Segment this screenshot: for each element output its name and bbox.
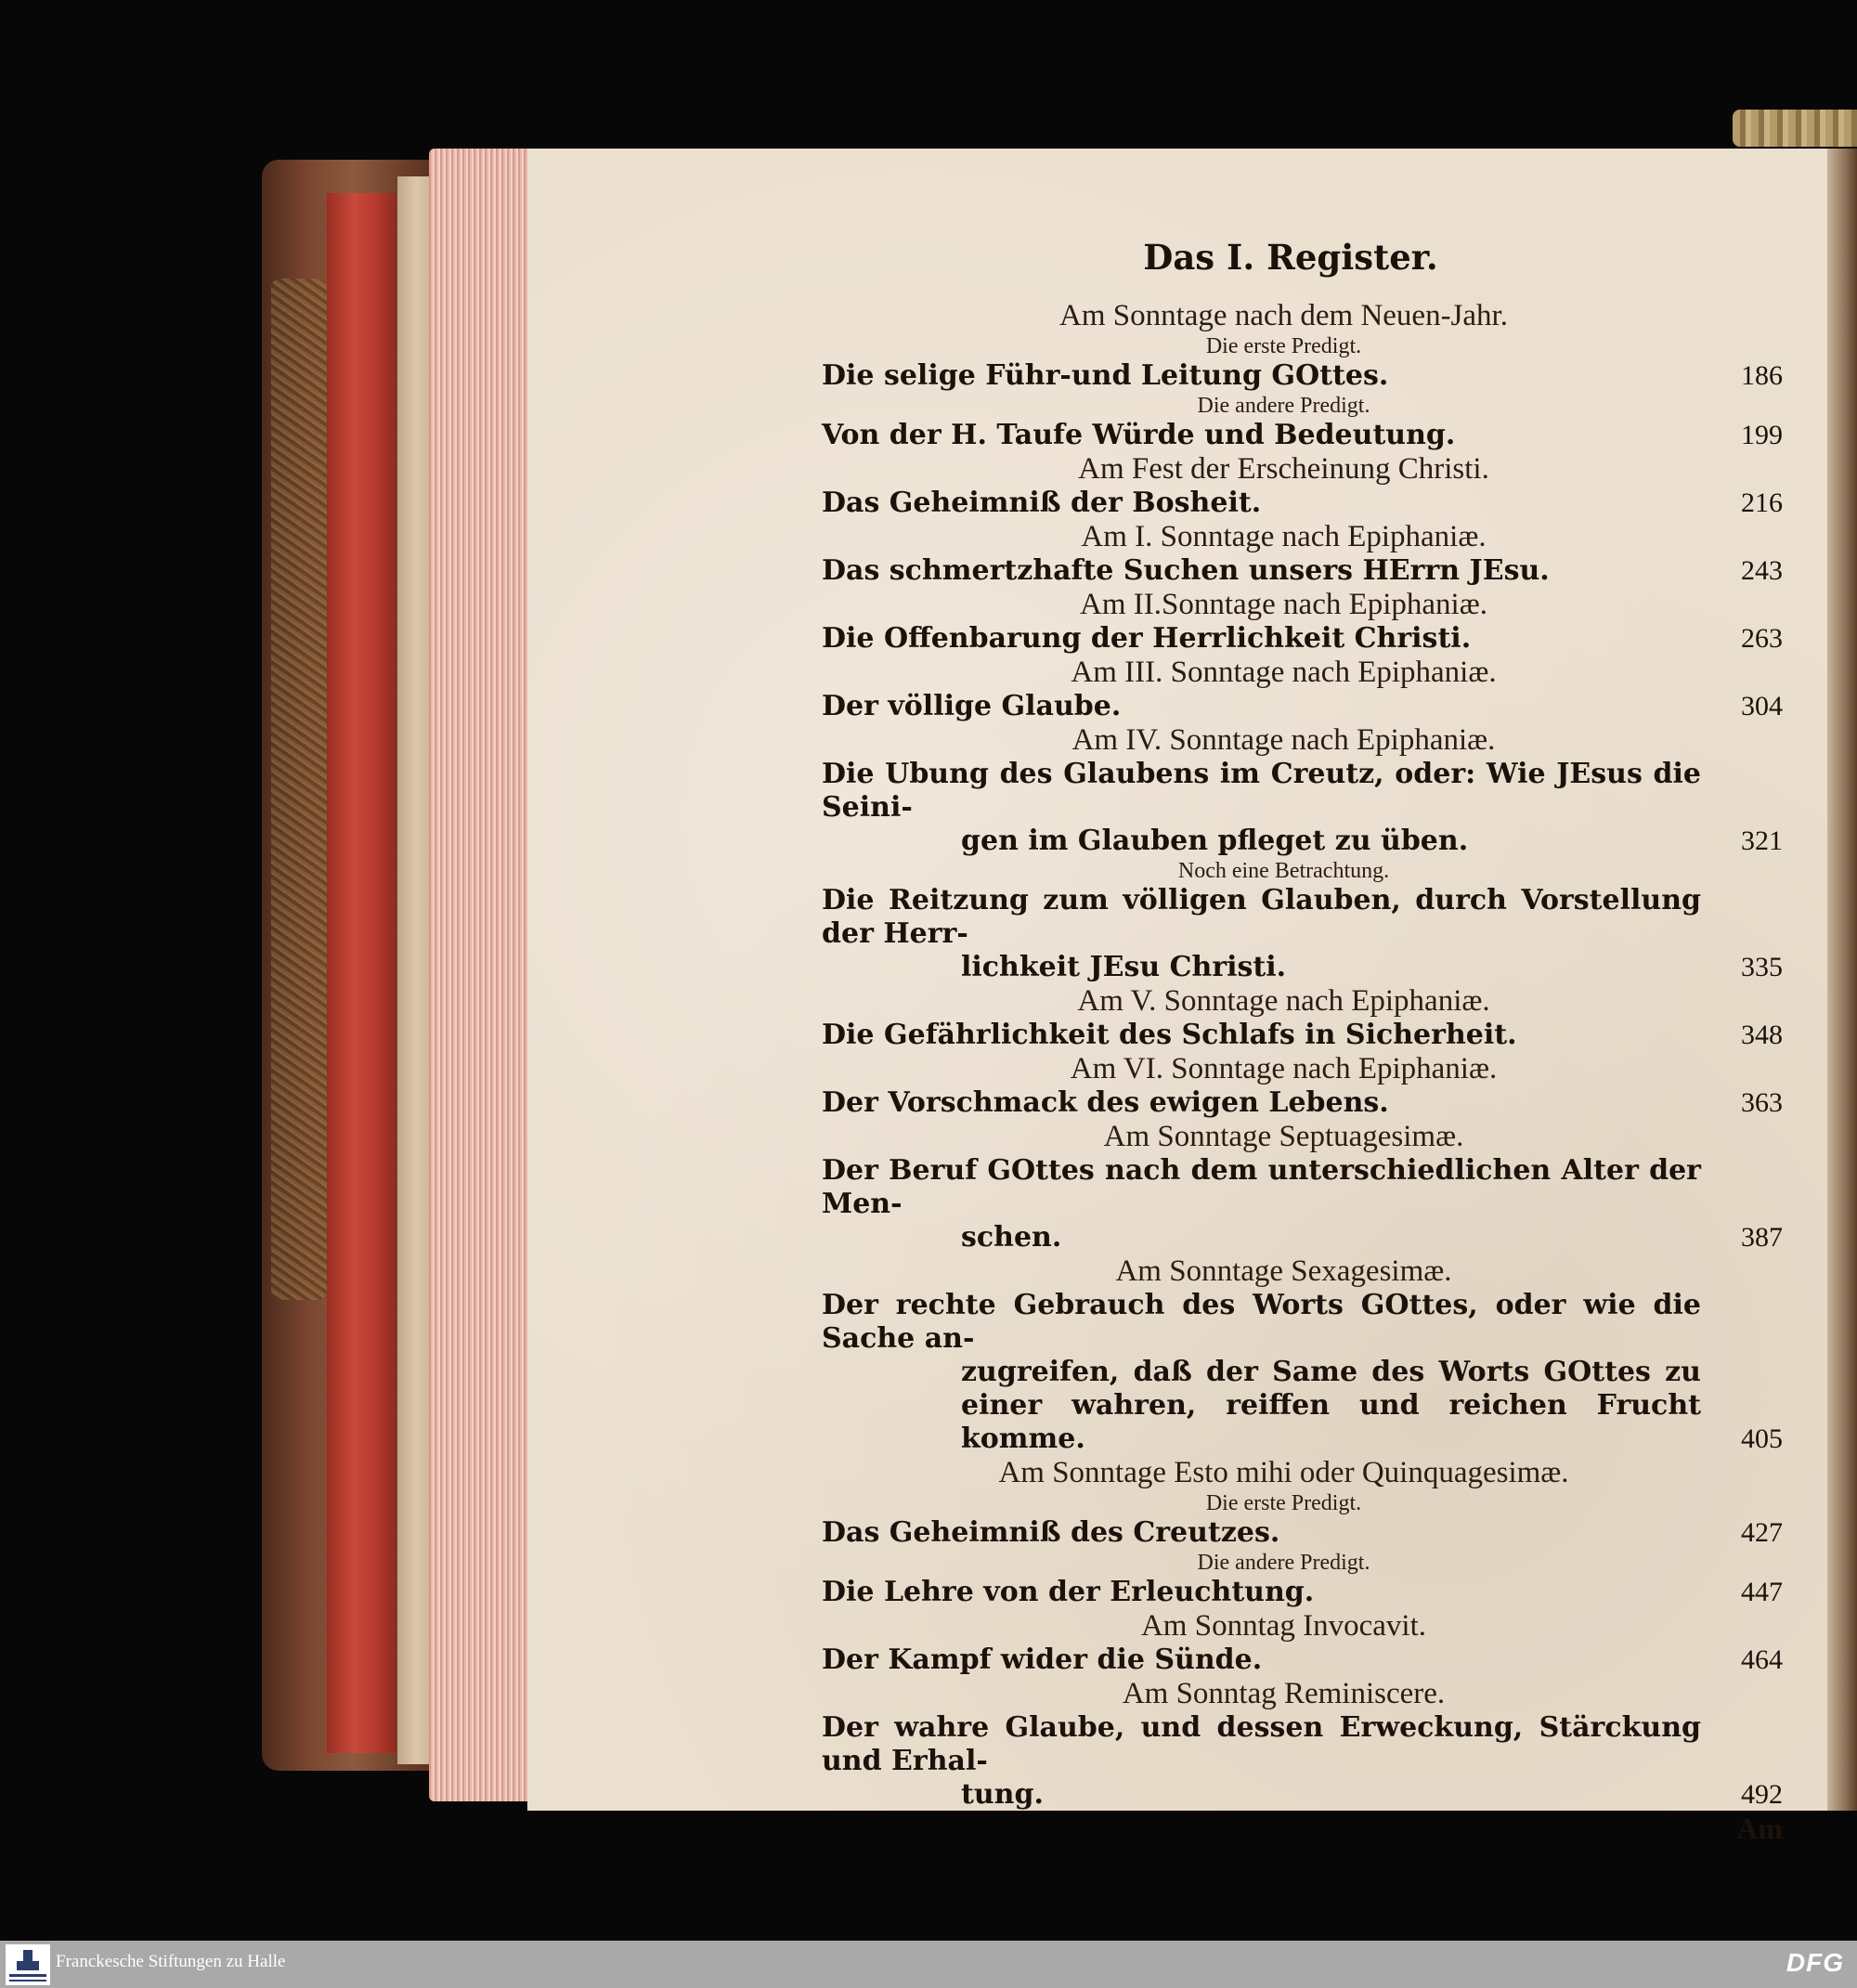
entry-title [822, 1576, 1718, 1609]
sermon-label: Die erste Predigt. [1205, 1491, 1362, 1515]
entry-title-line: Der Kampf wider die Sünde. [822, 1644, 1263, 1676]
toc-entry[interactable] [822, 487, 1783, 520]
cover-marbling [271, 279, 327, 1300]
sunday-heading: Am IV. Sonntage nach Epiphaniæ. [1071, 723, 1496, 757]
page-number: 348 [1741, 1020, 1783, 1050]
footer-bar [0, 1941, 1857, 1988]
toc-entry[interactable] [822, 554, 1783, 588]
dfg-logo[interactable]: DFG [1786, 1948, 1844, 1977]
toc-entry[interactable] [822, 359, 1783, 393]
red-page-edge [327, 193, 396, 1753]
toc-entry[interactable] [822, 622, 1783, 656]
table-of-contents [822, 299, 1783, 1845]
entry-title-line: Die Reitzung zum völligen Glauben, durch Vorstellung der Herr- [822, 884, 1701, 950]
entry-title-line: Der Vorschmack des ewigen Lebens. [822, 1086, 1389, 1119]
entry-title [822, 758, 1718, 858]
sermon-label: Die andere Predigt. [1197, 1551, 1370, 1575]
page-number: 363 [1741, 1087, 1783, 1118]
page-number: 387 [1741, 1222, 1783, 1253]
entry-title [822, 622, 1718, 656]
entry-title-line: Die selige Führ-und Leitung GOttes. [822, 359, 1389, 392]
sunday-heading: Am Sonntage Septuagesimæ. [1103, 1120, 1464, 1153]
page-gutter [1827, 149, 1857, 1811]
page-number: 447 [1741, 1577, 1783, 1607]
page-number: 199 [1741, 420, 1783, 450]
entry-title [822, 1711, 1718, 1812]
toc-entry[interactable] [822, 1576, 1783, 1609]
page-number: 492 [1741, 1779, 1783, 1810]
entry-title-continuation: schen. [961, 1221, 1062, 1254]
entry-title [822, 419, 1718, 452]
register-heading: Das I. Register. [1143, 237, 1438, 278]
entry-title [822, 884, 1718, 984]
sunday-heading: Am Sonntage nach dem Neuen-Jahr. [1059, 299, 1508, 332]
toc-entry[interactable] [822, 1019, 1783, 1052]
entry-title-continuation: tung. [961, 1778, 1044, 1811]
entry-title [822, 1289, 1718, 1456]
toc-entry[interactable] [822, 1644, 1783, 1677]
entry-title-continuation: zugreifen, daß der Same des Worts GOttes zu einer wahren, reiffen und reichen Frucht komme. [961, 1356, 1701, 1455]
bookmark-ribbon [1733, 110, 1857, 147]
sunday-heading: Am Sonntag Invocavit. [1140, 1609, 1427, 1643]
sunday-heading: Am I. Sonntage nach Epiphaniæ. [1081, 520, 1487, 553]
page-stack [429, 149, 531, 1801]
toc-entry[interactable] [822, 690, 1783, 723]
entry-title-line: Die Lehre von der Erleuchtung. [822, 1576, 1315, 1608]
toc-entry[interactable] [822, 758, 1783, 858]
page-number: 427 [1741, 1517, 1783, 1548]
toc-entry[interactable] [822, 419, 1783, 452]
page-number: 263 [1741, 623, 1783, 654]
page-number: 405 [1741, 1423, 1783, 1454]
institution-name: Franckesche Stiftungen zu Halle [56, 1952, 286, 1971]
entry-title-line: Die Gefährlichkeit des Schlafs in Sicherheit. [822, 1019, 1517, 1051]
page-number: 216 [1741, 487, 1783, 518]
entry-title [822, 1516, 1718, 1550]
entry-title-line: Das schmertzhafte Suchen unsers HErrn JEsu. [822, 554, 1550, 587]
page-number: 321 [1741, 825, 1783, 856]
entry-title-line: Die Ubung des Glaubens im Creutz, oder: Wie JEsus die Seini- [822, 758, 1701, 824]
page-number: 335 [1741, 952, 1783, 982]
page-number: 304 [1741, 691, 1783, 721]
entry-title [822, 1019, 1718, 1052]
entry-title [822, 359, 1718, 393]
entry-title [822, 554, 1718, 588]
entry-title-line: Das Geheimniß des Creutzes. [822, 1516, 1280, 1549]
entry-title-line: Der rechte Gebrauch des Worts GOttes, oder wie die Sache an- [822, 1289, 1701, 1355]
francke-logo-icon[interactable] [6, 1944, 50, 1985]
sunday-heading: Am Sonntage Esto mihi oder Quinquagesimæ. [998, 1456, 1569, 1489]
entry-title [822, 1644, 1718, 1677]
entry-title-continuation: lichkeit JEsu Christi. [961, 951, 1287, 983]
sunday-heading: Am Fest der Erscheinung Christi. [1078, 452, 1489, 486]
sunday-heading: Am VI. Sonntage nach Epiphaniæ. [1070, 1052, 1498, 1085]
toc-entry[interactable] [822, 1711, 1783, 1812]
sunday-heading: Am V. Sonntage nach Epiphaniæ. [1077, 984, 1490, 1018]
entry-title [822, 487, 1718, 520]
sermon-label: Die andere Predigt. [1197, 394, 1370, 418]
toc-entry[interactable] [822, 884, 1783, 984]
entry-title-line: Der völlige Glaube. [822, 690, 1122, 722]
sunday-heading: Am Sonntage Sexagesimæ. [1115, 1254, 1452, 1288]
catchword: Am [1736, 1812, 1783, 1845]
entry-title-line: Von der H. Taufe Würde und Bedeutung. [822, 419, 1456, 451]
entry-title-line: Das Geheimniß der Bosheit. [822, 487, 1262, 519]
sermon-label: Noch eine Betrachtung. [1177, 859, 1390, 883]
page-number: 464 [1741, 1644, 1783, 1675]
entry-title-continuation: gen im Glauben pfleget zu üben. [961, 825, 1469, 857]
entry-title-line: Die Offenbarung der Herrlichkeit Christi. [822, 622, 1472, 655]
sunday-heading: Am II.Sonntage nach Epiphaniæ. [1080, 588, 1487, 621]
page-number: 186 [1741, 360, 1783, 391]
toc-entry[interactable] [822, 1516, 1783, 1550]
entry-title [822, 1154, 1718, 1254]
sermon-label: Die erste Predigt. [1205, 334, 1362, 358]
entry-title [822, 690, 1718, 723]
entry-title [822, 1086, 1718, 1120]
sunday-heading: Am III. Sonntage nach Epiphaniæ. [1071, 656, 1497, 689]
toc-entry[interactable] [822, 1086, 1783, 1120]
toc-entry[interactable] [822, 1154, 1783, 1254]
toc-entry[interactable] [822, 1289, 1783, 1456]
sunday-heading: Am Sonntag Reminiscere. [1122, 1677, 1446, 1710]
page-number: 243 [1741, 555, 1783, 586]
entry-title-line: Der wahre Glaube, und dessen Erweckung, Stärckung und Erhal- [822, 1711, 1701, 1777]
entry-title-line: Der Beruf GOttes nach dem unterschiedlichen Alter der Men- [822, 1154, 1701, 1220]
